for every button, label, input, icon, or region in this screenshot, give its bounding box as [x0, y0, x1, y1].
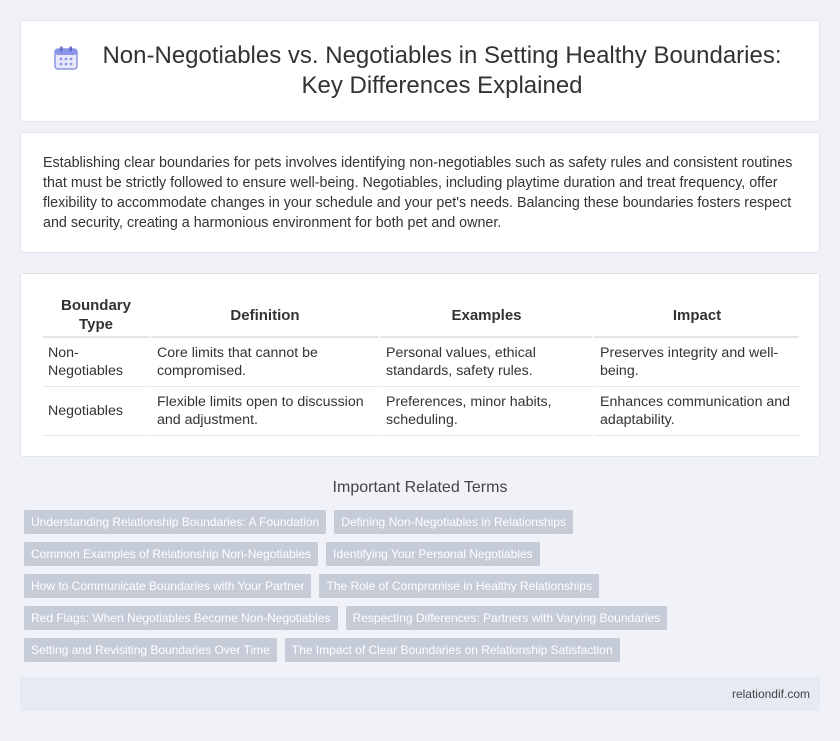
related-term-link[interactable]: Identifying Your Personal Negotiables	[326, 542, 539, 566]
related-term-link[interactable]: Understanding Relationship Boundaries: A Foundation	[24, 510, 326, 534]
intro-paragraph: Establishing clear boundaries for pets involves identifying non-negotiables such as safety rules and consistent routines that must be strictly followed to ensure well-being. Negotiables, including playtime duration and treat frequency, offer flexibility to accommodate changes in your schedule and your pet's needs. Balancing these boundaries fosters respect and security, creating a harmonious environment for both pet and owner.	[43, 155, 793, 231]
related-term-link[interactable]: Respecting Differences: Partners with Varying Boundaries	[346, 606, 668, 630]
table-row	[43, 338, 799, 387]
related-term-link[interactable]: Setting and Revisiting Boundaries Over Time	[24, 638, 277, 662]
related-term-link[interactable]: The Impact of Clear Boundaries on Relationship Satisfaction	[285, 638, 620, 662]
related-term-link[interactable]: Common Examples of Relationship Non-Negotiables	[24, 542, 318, 566]
header-definition: Definition	[149, 294, 378, 338]
comparison-table-card	[20, 273, 820, 457]
cell-definition: Core limits that cannot be compromised.	[149, 338, 378, 387]
cell-boundary-type: Negotiables	[43, 387, 149, 436]
cell-impact: Preserves integrity and well-being.	[592, 338, 799, 387]
related-terms-list	[24, 510, 724, 670]
intro-card	[20, 132, 820, 253]
header-examples: Examples	[378, 294, 592, 338]
table-header-row	[43, 294, 799, 338]
cell-examples: Preferences, minor habits, scheduling.	[378, 387, 592, 436]
cell-impact: Enhances communication and adaptability.	[592, 387, 799, 436]
related-term-link[interactable]: Defining Non-Negotiables in Relationships	[334, 510, 573, 534]
header-card	[20, 20, 820, 122]
header-impact: Impact	[592, 294, 799, 338]
cell-boundary-type: Non-Negotiables	[43, 338, 149, 387]
page-title: Non-Negotiables vs. Negotiables in Setting Healthy Boundaries: Key Differences Explained	[102, 42, 782, 99]
related-term-link[interactable]: The Role of Compromise in Healthy Relationships	[319, 574, 598, 598]
related-terms-heading: Important Related Terms	[332, 479, 508, 496]
cell-definition: Flexible limits open to discussion and adjustment.	[149, 387, 378, 436]
header-boundary-type: Boundary Type	[43, 294, 149, 338]
calendar-icon	[53, 45, 79, 71]
cell-examples: Personal values, ethical standards, safety rules.	[378, 338, 592, 387]
table-row	[43, 387, 799, 436]
related-term-link[interactable]: Red Flags: When Negotiables Become Non-Negotiables	[24, 606, 338, 630]
footer-site-link[interactable]: relationdif.com	[731, 687, 810, 701]
footer	[20, 677, 820, 711]
related-term-link[interactable]: How to Communicate Boundaries with Your Partner	[24, 574, 311, 598]
comparison-table	[43, 294, 799, 436]
